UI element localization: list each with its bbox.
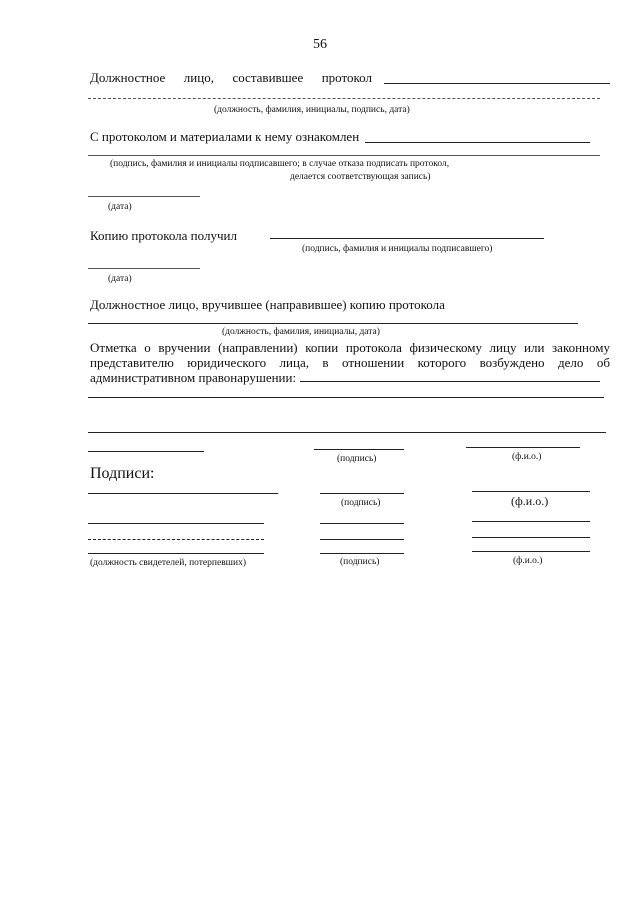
official-field-line[interactable] bbox=[384, 83, 610, 84]
delivery-mark-line1: Отметка о вручении (направлении) копии протокола физическому лицу или законному bbox=[90, 340, 610, 355]
official-word-1: Должностное bbox=[90, 70, 166, 85]
signatures-bottom-name-caption: (ф.и.о.) bbox=[513, 556, 543, 566]
acquainted-second-line[interactable] bbox=[88, 155, 600, 156]
delivering-official-field-line[interactable] bbox=[88, 323, 578, 324]
delivery-mark-field-line[interactable] bbox=[300, 381, 600, 382]
signatures-row4-left-line[interactable] bbox=[88, 553, 264, 554]
signatures-row2-left-line[interactable] bbox=[88, 523, 264, 524]
acquainted-caption-line2: делается соответствующая запись) bbox=[290, 172, 431, 182]
acquainted-date-line[interactable] bbox=[88, 196, 200, 197]
signatures-row1-left-line[interactable] bbox=[88, 493, 278, 494]
first-row-signature-line[interactable] bbox=[314, 449, 404, 450]
official-word-2: лицо, bbox=[183, 70, 214, 85]
signatures-heading: Подписи: bbox=[90, 465, 155, 482]
delivery-mark-line-b[interactable] bbox=[88, 432, 606, 433]
copy-received-label: Копию протокола получил bbox=[90, 228, 237, 243]
delivering-official-caption: (должность, фамилия, инициалы, дата) bbox=[222, 327, 380, 337]
signatures-row1-signature-caption: (подпись) bbox=[341, 498, 381, 508]
official-word-4: протокол bbox=[321, 70, 372, 85]
signatures-row2-name-line[interactable] bbox=[472, 521, 590, 522]
signatures-bottom-left-caption: (должность свидетелей, потерпевших) bbox=[90, 558, 246, 568]
signatures-row1-name-caption: (ф.и.о.) bbox=[511, 494, 549, 508]
official-caption: (должность, фамилия, инициалы, подпись, дата) bbox=[214, 105, 410, 115]
signatures-row3-signature-line[interactable] bbox=[320, 539, 404, 540]
signatures-row4-name-line[interactable] bbox=[472, 551, 590, 552]
signatures-row3-left-line[interactable] bbox=[88, 539, 264, 540]
acquainted-label: С протоколом и материалами к нему ознакомлен bbox=[90, 129, 360, 144]
signatures-bottom-signature-caption: (подпись) bbox=[340, 557, 380, 567]
official-label bbox=[90, 70, 372, 86]
signatures-row1-name-line[interactable] bbox=[472, 491, 590, 492]
delivery-mark-line2: представителю юридического лица, в отношении которого возбуждено дело об bbox=[90, 355, 610, 370]
acquainted-field-line[interactable] bbox=[365, 142, 590, 143]
copy-received-caption: (подпись, фамилия и инициалы подписавшего) bbox=[302, 244, 493, 254]
delivery-mark-line-a[interactable] bbox=[88, 397, 604, 398]
copy-received-date-line[interactable] bbox=[88, 268, 200, 269]
signatures-row2-signature-line[interactable] bbox=[320, 523, 404, 524]
first-row-left-line[interactable] bbox=[88, 451, 204, 452]
acquainted-caption-line1: (подпись, фамилия и инициалы подписавшего; в случае отказа подписать протокол, bbox=[110, 159, 450, 169]
copy-received-date-caption: (дата) bbox=[108, 274, 132, 284]
first-row-name-line[interactable] bbox=[466, 447, 580, 448]
delivering-official-label: Должностное лицо, вручившее (направившее) копию протокола bbox=[90, 297, 445, 312]
acquainted-date-caption: (дата) bbox=[108, 202, 132, 212]
official-second-line[interactable] bbox=[88, 98, 600, 99]
delivery-mark-line3: административном правонарушении: bbox=[90, 370, 297, 385]
official-word-3: составившее bbox=[232, 70, 304, 85]
signatures-row4-signature-line[interactable] bbox=[320, 553, 404, 554]
page-number: 56 bbox=[313, 37, 327, 52]
first-row-name-caption: (ф.и.о.) bbox=[512, 452, 542, 462]
signatures-row3-name-line[interactable] bbox=[472, 537, 590, 538]
first-row-signature-caption: (подпись) bbox=[337, 454, 377, 464]
signatures-row1-signature-line[interactable] bbox=[320, 493, 404, 494]
copy-received-field-line[interactable] bbox=[270, 238, 544, 239]
